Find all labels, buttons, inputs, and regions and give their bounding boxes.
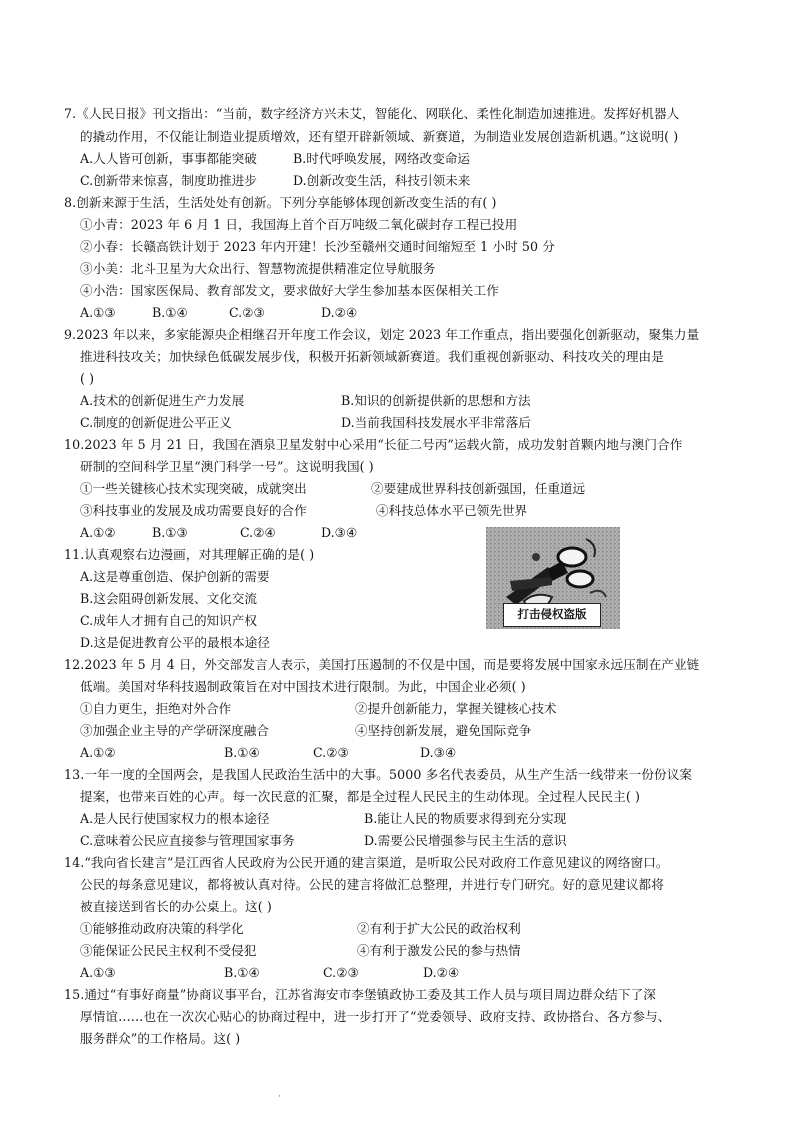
q8-stem: 8.创新来源于生活，生活处处有创新。下列分享能够体现创新改变生活的有( ) — [64, 195, 497, 210]
q12-option-a: A.①② — [80, 745, 116, 760]
q9-stem-line-3: ( ) — [80, 371, 95, 386]
q8-item-3: ③小美：北斗卫星为大众出行、智慧物流提供精准定位导航服务 — [80, 261, 436, 276]
q10-option-a: A.①② — [80, 525, 116, 540]
q9-option-c: C.制度的创新促进公平正义 — [80, 415, 232, 430]
q14-item-1: ①能够推动政府决策的科学化 — [80, 921, 244, 936]
q12-item-3: ③加强企业主导的产学研深度融合 — [80, 723, 269, 738]
q15-stem-line-3: 服务群众”的工作格局。这( ) — [80, 1031, 241, 1046]
q10-option-d: D.③④ — [321, 525, 358, 540]
q15-stem-line-2: 厚情谊……也在一次次心贴心的协商过程中，进一步打开了“党委领导、政府支持、政协搭台、各方参与、 — [80, 1009, 671, 1024]
q14-item-3: ③能保证公民民主权利不受侵犯 — [80, 943, 257, 958]
q12-stem-line-1: 12.2023 年 5 月 4 日，外交部发言人表示，美国打压遏制的不仅是中国，而是要将发展中国家永远压制在产业链 — [64, 657, 700, 672]
q13-stem-line-2: 提案，也带来百姓的心声。每一次民意的汇聚，都是全过程人民民主的生动体现。全过程人民民主( ) — [80, 789, 640, 804]
q13-option-c: C.意味着公民应直接参与管理国家事务 — [80, 833, 295, 848]
q12-item-4: ④坚持创新发展，避免国际竞争 — [355, 723, 532, 738]
q10-item-2: ②要建成世界科技创新强国，任重道远 — [371, 481, 586, 496]
q9-option-d: D.当前我国科技发展水平非常落后 — [341, 415, 531, 430]
q8-item-1: ①小青：2023 年 6 月 1 日，我国海上首个百万吨级二氧化碳封存工程已投用 — [80, 217, 518, 232]
q9-stem-line-1: 9.2023 年以来，多家能源央企相继召开年度工作会议，划定 2023 年工作重点，指出要强化创新驱动，聚集力量 — [64, 327, 700, 342]
q9-stem-line-2: 推进科技攻关；加快绿色低碳发展步伐，积极开拓新领域新赛道。我们重视创新驱动、科技攻关的理由是 — [80, 349, 664, 364]
q7-option-b: B.时代呼唤发展，网络改变命运 — [293, 151, 470, 166]
q11-option-d: D.这是促进教育公平的最根本途径 — [80, 635, 270, 650]
q8-option-d: D.②④ — [321, 305, 358, 320]
q14-option-c: C.②③ — [323, 965, 359, 980]
q7-option-d: D.创新改变生活，科技引领未来 — [293, 173, 471, 188]
q12-stem-line-2: 低端。美国对华科技遏制政策旨在对中国技术进行限制。为此，中国企业必须( ) — [80, 679, 526, 694]
q7-stem-line-2: 的撬动作用，不仅能让制造业提质增效，还有望开辟新领域、新赛道，为制造业发展创造新机遇。”这说明( ) — [80, 129, 679, 144]
q10-stem-line-1: 10.2023 年 5 月 21 日，我国在酒泉卫星发射中心采用“长征二号丙”运载火箭，成功发射首颗内地与澳门合作 — [64, 437, 683, 452]
q8-option-a: A.①③ — [80, 305, 116, 320]
q14-option-d: D.②④ — [423, 965, 460, 980]
scan-speck: · — [278, 1092, 281, 1102]
q11-option-b: B.这会阻碍创新发展、文化交流 — [80, 591, 257, 606]
q14-option-a: A.①③ — [80, 965, 116, 980]
q13-option-a: A.是人民行使国家权力的根本途径 — [80, 811, 270, 826]
q14-item-2: ②有利于扩大公民的政治权利 — [357, 921, 521, 936]
q8-option-b: B.①④ — [152, 305, 188, 320]
q7-option-a: A.人人皆可创新，事事都能突破 — [80, 151, 257, 166]
q14-stem-line-1: 14.“我向省长建言”是江西省人民政府为公民开通的建言渠道，是听取公民对政府工作意见建议的网络窗口。 — [64, 855, 669, 870]
q11-option-a: A.这是尊重创造、保护创新的需要 — [80, 569, 270, 584]
q15-stem-line-1: 15.通过“有事好商量”协商议事平台，江苏省海安市李堡镇政协工委及其工作人员与项目周边群众结下了深 — [64, 987, 656, 1002]
q14-stem-line-3: 被直接送到省长的办公桌上。这( ) — [80, 899, 272, 914]
q12-item-1: ①自力更生，拒绝对外合作 — [80, 701, 232, 716]
q10-stem-line-2: 研制的空间科学卫星“澳门科学一号”。这说明我国( ) — [80, 459, 374, 474]
q9-option-b: B.知识的创新提供新的思想和方法 — [341, 393, 531, 408]
q10-option-c: C.②④ — [240, 525, 276, 540]
q12-option-d: D.③④ — [420, 745, 457, 760]
q8-item-2: ②小春：长赣高铁计划于 2023 年内开建！长沙至赣州交通时间缩短至 1 小时 50 分 — [80, 239, 555, 254]
cartoon-caption: 打击侵权盗版 — [503, 603, 601, 627]
q10-item-3: ③科技事业的发展及成功需要良好的合作 — [80, 503, 307, 518]
q7-option-c: C.创新带来惊喜，制度助推进步 — [80, 173, 257, 188]
q11-option-c: C.成年人才拥有自己的知识产权 — [80, 613, 257, 628]
q14-option-b: B.①④ — [224, 965, 260, 980]
q12-option-b: B.①④ — [224, 745, 260, 760]
q10-item-1: ①一些关键核心技术实现突破，成就突出 — [80, 481, 307, 496]
q13-option-b: B.能让人民的物质要求得到充分实现 — [364, 811, 567, 826]
q14-stem-line-2: 公民的每条意见建议，都将被认真对待。公民的建言将做汇总整理，并进行专门研究。好的意见建议都将 — [80, 877, 664, 892]
q11-stem: 11.认真观察右边漫画，对其理解正确的是( ) — [64, 547, 315, 562]
q13-option-d: D.需要公民增强参与民主生活的意识 — [364, 833, 567, 848]
q10-option-b: B.①③ — [152, 525, 188, 540]
q10-item-4: ④科技总体水平已领先世界 — [376, 503, 528, 518]
q8-option-c: C.②③ — [229, 305, 265, 320]
q12-option-c: C.②③ — [313, 745, 349, 760]
q9-option-a: A.技术的创新促进生产力发展 — [80, 393, 245, 408]
q14-item-4: ④有利于激发公民的参与热情 — [357, 943, 521, 958]
q13-stem-line-1: 13.一年一度的全国两会，是我国人民政治生活中的大事。5000 多名代表委员，从生产生活一线带来一份份议案 — [64, 767, 693, 782]
q7-stem-line-1: 7.《人民日报》刊文指出：“当前，数字经济方兴未艾，智能化、网联化、柔性化制造加速推进。发挥好机器人 — [64, 106, 680, 121]
q12-item-2: ②提升创新能力，掌握关键核心技术 — [355, 701, 557, 716]
q8-item-4: ④小浩：国家医保局、教育部发文，要求做好大学生参加基本医保相关工作 — [80, 283, 499, 298]
